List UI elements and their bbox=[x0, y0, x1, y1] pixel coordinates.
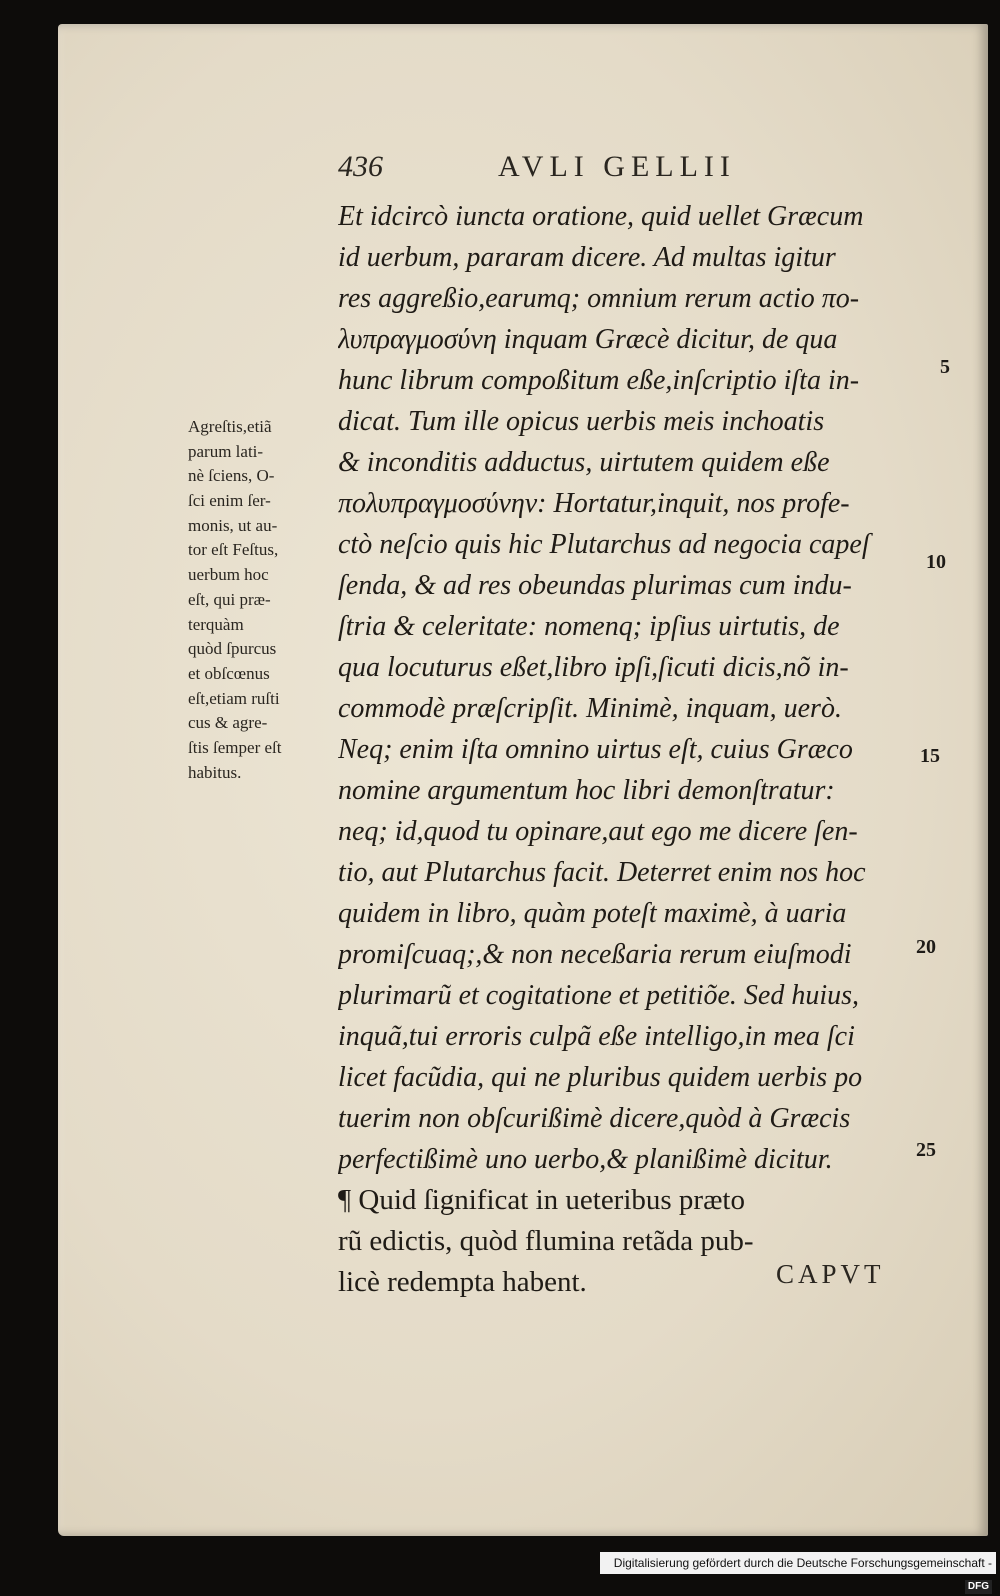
text-line: λυπραγμοσύνη inquam Græcè dicitur, de qua bbox=[338, 324, 838, 355]
margin-line: parum lati- bbox=[188, 441, 264, 461]
text-line: commodè præſcripſit. Minimè, inquam, uerò. bbox=[338, 693, 842, 724]
text-line: plurimarũ et cogitatione et petitiõe. Sed huius, bbox=[338, 980, 860, 1011]
margin-line: cus & agre- bbox=[188, 713, 268, 733]
text-line: ctò neſcio quis hic Plutarchus ad negocia capeſ bbox=[338, 529, 870, 560]
margin-line: monis, ut au- bbox=[188, 515, 278, 535]
footer-text: Digitalisierung gefördert durch die Deutsche Forschungsgemeinschaft - bbox=[613, 1556, 992, 1570]
text-line: res aggreßio,earumq; omnium rerum actio πο- bbox=[338, 283, 860, 314]
text-line: id uerbum, pararam dicere. Ad multas igitur bbox=[338, 242, 836, 273]
line-number: 5 bbox=[940, 356, 950, 378]
margin-line: eſt,etiam ruſti bbox=[188, 688, 280, 708]
catchword: CAPVT bbox=[776, 1259, 885, 1289]
text-line: inquã,tui erroris culpã eße intelligo,in mea ſci bbox=[338, 1021, 855, 1052]
margin-line: habitus. bbox=[188, 762, 242, 782]
main-text bbox=[338, 196, 908, 1303]
text-line: tio, aut Plutarchus facit. Deterret enim nos hoc bbox=[338, 857, 866, 888]
margin-line: ſci enim ſer- bbox=[188, 491, 271, 511]
text-line: ſtria & celeritate: nomenq; ipſius uirtutis, de bbox=[338, 611, 840, 642]
text-line: perfectißimè uno uerbo,& planißimè dicitur. bbox=[338, 1144, 833, 1175]
chapter-heading-line: licè redempta habent. bbox=[338, 1266, 587, 1298]
running-head: AVLI GELLII bbox=[498, 150, 736, 183]
margin-line: terquàm bbox=[188, 614, 244, 634]
text-line: nomine argumentum hoc libri demonſtratur: bbox=[338, 775, 835, 806]
text-line: Et idcircò iuncta oratione, quid uellet Græcum bbox=[338, 201, 864, 232]
digitization-footer bbox=[600, 1552, 996, 1592]
margin-line: ſtis ſemper eſt bbox=[188, 737, 282, 757]
page-number: 436 bbox=[338, 150, 383, 183]
line-number: 15 bbox=[920, 745, 940, 767]
line-number: 10 bbox=[926, 551, 946, 573]
margin-line: nè ſciens, O- bbox=[188, 466, 275, 486]
text-line: & inconditis adductus, uirtutem quidem eße bbox=[338, 447, 830, 478]
text-line: promiſcuaq;,& non neceßaria rerum eiuſmodi bbox=[338, 939, 852, 970]
chapter-heading-line: ¶ Quid ſignificat in ueteribus præto bbox=[338, 1184, 745, 1216]
text-line: licet facũdia, qui ne pluribus quidem uerbis po bbox=[338, 1062, 863, 1093]
text-line: quidem in libro, quàm poteſt maximè, à uaria bbox=[338, 898, 847, 929]
margin-line: et obſcœnus bbox=[188, 663, 270, 683]
text-line: dicat. Tum ille opicus uerbis meis inchoatis bbox=[338, 406, 825, 437]
text-line: πολυπραγμοσύνην: Hortatur,inquit, nos profe- bbox=[338, 488, 850, 519]
line-number: 20 bbox=[916, 936, 936, 958]
dfg-logo: DFG bbox=[965, 1580, 992, 1594]
text-line: tuerim non obſcurißimè dicere,quòd à Græcis bbox=[338, 1103, 851, 1134]
margin-line: Agreſtis,etiã bbox=[188, 417, 272, 436]
line-number: 25 bbox=[916, 1139, 936, 1161]
chapter-heading-line: rũ edictis, quòd flumina retãda pub- bbox=[338, 1225, 754, 1257]
text-line: Neq; enim iſta omnino uirtus eſt, cuius Græco bbox=[338, 734, 853, 765]
text-line: ſenda, & ad res obeundas plurimas cum indu- bbox=[338, 570, 852, 601]
marginal-note bbox=[188, 415, 328, 785]
page-header bbox=[338, 150, 898, 190]
margin-line: uerbum hoc bbox=[188, 565, 269, 585]
margin-line: eſt, qui præ- bbox=[188, 589, 271, 609]
margin-line: tor eſt Feſtus, bbox=[188, 540, 279, 560]
text-line: qua locuturus eßet,libro ipſi,ſicuti dicis,nõ in- bbox=[338, 652, 849, 683]
text-line: hunc librum compoßitum eße,inſcriptio iſta in- bbox=[338, 365, 860, 396]
text-line: neq; id,quod tu opinare,aut ego me dicere ſen- bbox=[338, 816, 858, 847]
margin-line: quòd ſpurcus bbox=[188, 639, 277, 659]
